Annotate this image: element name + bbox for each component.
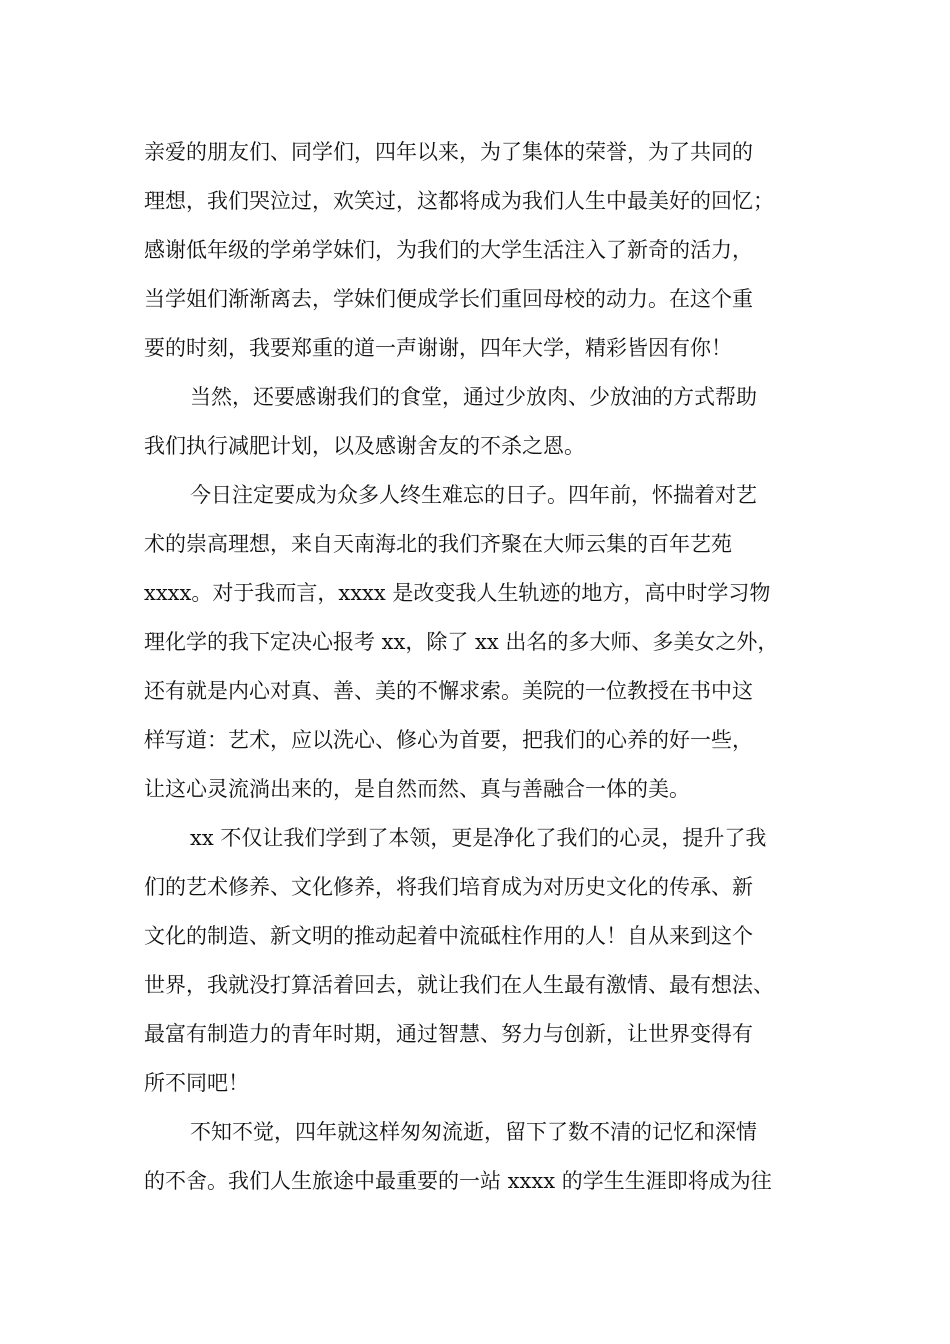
text-line: 最富有制造力的青年时期，通过智慧、努力与创新，让世界变得有 bbox=[144, 1022, 753, 1046]
text-line: xxxx。对于我而言，xxxx 是改变我人生轨迹的地方，高中时学习物 bbox=[144, 581, 771, 605]
paragraph-first-line: xx 不仅让我们学到了本领，更是净化了我们的心灵，提升了我 bbox=[190, 826, 767, 850]
paragraph-first-line: 今日注定要成为众多人终生难忘的日子。四年前，怀揣着对艺 bbox=[190, 483, 757, 507]
text-line: 样写道：艺术，应以洗心、修心为首要，把我们的心养的好一些， bbox=[144, 728, 753, 752]
text-line: 世界，我就没打算活着回去，就让我们在人生最有激情、最有想法、 bbox=[144, 973, 774, 997]
text-line: 理化学的我下定决心报考 xx，除了 xx 出名的多大师、多美女之外， bbox=[144, 630, 779, 654]
text-line: 术的崇高理想，来自天南海北的我们齐聚在大师云集的百年艺苑 bbox=[144, 532, 732, 556]
text-line: 的不舍。我们人生旅途中最重要的一站 xxxx 的学生生涯即将成为往 bbox=[144, 1169, 772, 1193]
text-line: 理想，我们哭泣过，欢笑过，这都将成为我们人生中最美好的回忆； bbox=[144, 189, 774, 213]
text-line: 亲爱的朋友们、同学们，四年以来，为了集体的荣誉，为了共同的 bbox=[144, 140, 753, 164]
text-line: 们的艺术修养、文化修养，将我们培育成为对历史文化的传承、新 bbox=[144, 875, 753, 899]
text-line: 所不同吧！ bbox=[144, 1071, 249, 1095]
text-line: 我们执行减肥计划，以及感谢舍友的不杀之恩。 bbox=[144, 434, 585, 458]
paragraph-first-line: 当然，还要感谢我们的食堂，通过少放肉、少放油的方式帮助 bbox=[190, 385, 757, 409]
text-line: 还有就是内心对真、善、美的不懈求索。美院的一位教授在书中这 bbox=[144, 679, 753, 703]
text-line: 文化的制造、新文明的推动起着中流砥柱作用的人！自从来到这个 bbox=[144, 924, 753, 948]
speech-body-text bbox=[144, 128, 844, 1206]
text-line: 要的时刻，我要郑重的道一声谢谢，四年大学，精彩皆因有你！ bbox=[144, 336, 732, 360]
text-line: 感谢低年级的学弟学妹们，为我们的大学生活注入了新奇的活力， bbox=[144, 238, 753, 262]
paragraph-first-line: 不知不觉，四年就这样匆匆流逝，留下了数不清的记忆和深情 bbox=[190, 1120, 757, 1144]
text-line: 让这心灵流淌出来的，是自然而然、真与善融合一体的美。 bbox=[144, 777, 690, 801]
text-line: 当学姐们渐渐离去，学妹们便成学长们重回母校的动力。在这个重 bbox=[144, 287, 753, 311]
